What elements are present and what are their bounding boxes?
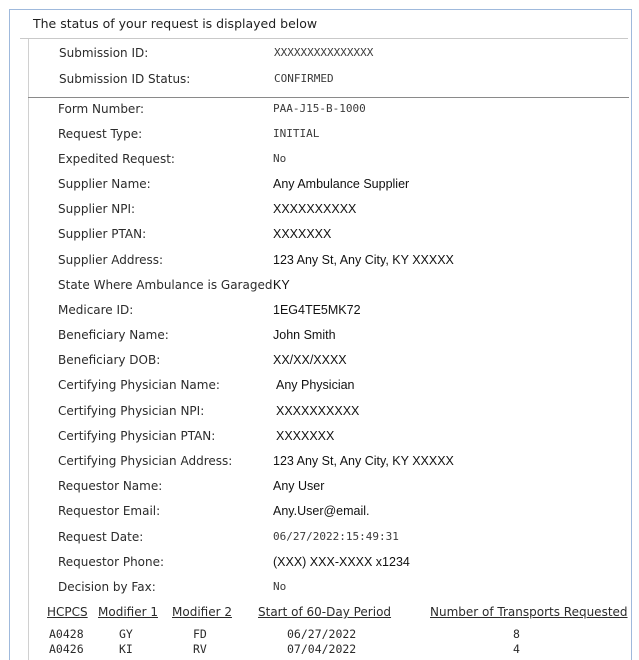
field-row-requestor-name: [28, 479, 629, 499]
field-value: John Smith: [273, 328, 336, 342]
status-badge: CONFIRMED: [274, 72, 334, 85]
field-label: Beneficiary Name:: [58, 328, 169, 342]
field-row-decision-fax: [28, 580, 629, 600]
field-label: Supplier PTAN:: [58, 227, 147, 241]
field-value: XXXXXXXXXX: [273, 202, 357, 216]
cell-transports: 8: [513, 627, 520, 641]
field-value: Any User: [273, 479, 325, 493]
field-row-request-date: [28, 530, 629, 550]
field-label: Request Type:: [58, 127, 143, 141]
column-header-modifier-1: Modifier 1: [98, 605, 158, 619]
field-value: 06/27/2022:15:49:31: [273, 530, 399, 543]
cell-start-date: 07/04/2022: [287, 642, 357, 656]
cell-modifier-2: FD: [193, 627, 207, 641]
field-row-supplier-npi: [28, 202, 629, 222]
field-label: Submission ID Status:: [59, 72, 191, 86]
page-title: The status of your request is displayed below: [33, 16, 318, 31]
field-row-physician-npi: [28, 404, 629, 424]
cell-hcpcs: A0426: [49, 642, 84, 656]
field-value: XXXXXXX: [276, 429, 335, 443]
field-label: Supplier Name:: [58, 177, 151, 191]
field-label: Submission ID:: [59, 46, 149, 60]
field-row-supplier-name: [28, 177, 629, 197]
field-value: XXXXXXXXXXXXXXX: [274, 46, 374, 59]
field-value: No: [273, 152, 287, 165]
field-row-supplier-ptan: [28, 227, 629, 247]
column-header-start-period: Start of 60-Day Period: [258, 605, 392, 619]
field-row-physician-ptan: [28, 429, 629, 449]
request-status-window: [9, 9, 632, 660]
field-value: KY: [273, 278, 290, 292]
field-value: XXXXXXX: [273, 227, 332, 241]
field-value: Any Ambulance Supplier: [273, 177, 410, 191]
field-row-state-garaged: [28, 278, 629, 298]
field-value: Any.User@email.: [273, 504, 370, 518]
field-value: (XXX) XXX-XXXX x1234: [273, 555, 410, 569]
cell-modifier-2: RV: [193, 642, 207, 656]
field-label: State Where Ambulance is Garaged:: [58, 278, 277, 292]
field-label: Form Number:: [58, 102, 145, 116]
cell-modifier-1: KI: [119, 642, 133, 656]
field-value: 123 Any St, Any City, KY XXXXX: [273, 253, 454, 267]
field-value: PAA-J15-B-1000: [273, 102, 366, 115]
field-row-supplier-address: [28, 253, 629, 273]
field-row-expedited: [28, 152, 629, 172]
field-label: Requestor Name:: [58, 479, 163, 493]
column-header-transports: Number of Transports Requested: [430, 605, 628, 619]
field-label: Supplier Address:: [58, 253, 164, 267]
column-header-modifier-2: Modifier 2: [172, 605, 232, 619]
field-value: 1EG4TE5MK72: [273, 303, 361, 317]
cell-transports: 4: [513, 642, 520, 656]
field-value: INITIAL: [273, 127, 320, 140]
field-label: Decision by Fax:: [58, 580, 156, 594]
field-label: Beneficiary DOB:: [58, 353, 161, 367]
field-label: Certifying Physician NPI:: [58, 404, 205, 418]
field-row-requestor-email: [28, 504, 629, 524]
field-label: Medicare ID:: [58, 303, 134, 317]
field-label: Expedited Request:: [58, 152, 175, 166]
field-label: Certifying Physician PTAN:: [58, 429, 216, 443]
cell-modifier-1: GY: [119, 627, 133, 641]
field-value: XX/XX/XXXX: [273, 353, 347, 367]
cell-hcpcs: A0428: [49, 627, 84, 641]
field-value: Any Physician: [276, 378, 355, 392]
field-label: Certifying Physician Name:: [58, 378, 220, 392]
details-panel: [28, 39, 629, 660]
field-label: Request Date:: [58, 530, 144, 544]
field-value: XXXXXXXXXX: [276, 404, 360, 418]
field-row-beneficiary-dob: [28, 353, 629, 373]
field-label: Supplier NPI:: [58, 202, 136, 216]
field-label: Requestor Phone:: [58, 555, 165, 569]
field-row-physician-name: [28, 378, 629, 398]
field-row-request-type: [28, 127, 629, 147]
cell-start-date: 06/27/2022: [287, 627, 357, 641]
field-row-form-number: [28, 102, 629, 122]
field-row-beneficiary-name: [28, 328, 629, 348]
field-label: Requestor Email:: [58, 504, 161, 518]
field-row-medicare-id: [28, 303, 629, 323]
field-value: 123 Any St, Any City, KY XXXXX: [273, 454, 454, 468]
field-row-physician-address: [28, 454, 629, 474]
field-label: Certifying Physician Address:: [58, 454, 233, 468]
field-value: No: [273, 580, 287, 593]
column-header-hcpcs: HCPCS: [47, 605, 88, 619]
field-row-requestor-phone: [28, 555, 629, 575]
